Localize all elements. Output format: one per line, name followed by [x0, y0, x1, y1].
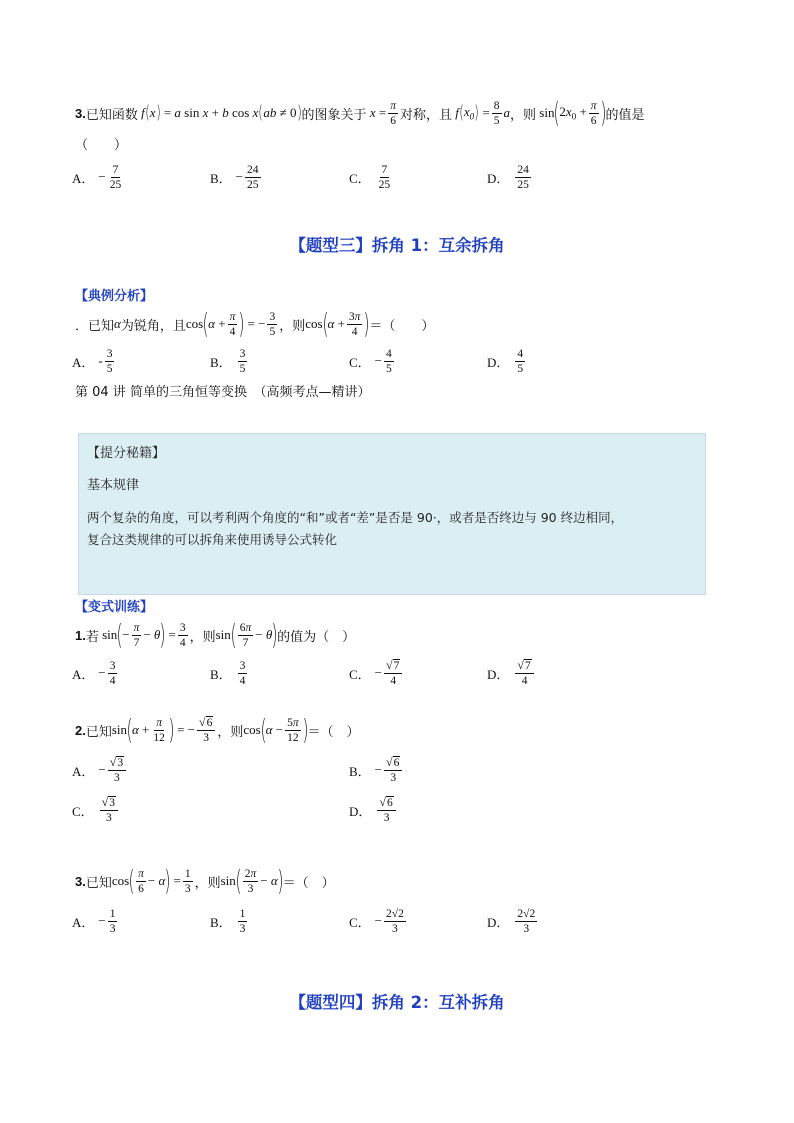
tips-line-1: 两个复杂的角度，可以考利两个角度的“和”或者“差”是否是 90·，或者是否终边与 90 终边相同，: [87, 510, 624, 525]
option-d[interactable]: [487, 658, 536, 688]
option-fraction: $\frac{7}{25}$: [378, 163, 391, 191]
paren: (: [553, 96, 560, 129]
option-b[interactable]: [210, 658, 249, 688]
math-theta: − θ: [255, 627, 273, 642]
option-label: B．: [210, 354, 232, 370]
option-d[interactable]: [487, 906, 539, 936]
option-label: D．: [487, 354, 510, 370]
option-label: A．: [72, 763, 95, 779]
fraction: $\frac{\pi}{4}$: [229, 310, 236, 338]
option-sign: −: [98, 762, 106, 777]
math-arg: α +: [208, 316, 226, 331]
stem-text: 的值是: [605, 107, 645, 123]
paren: ): [271, 618, 278, 651]
fraction: $\frac{6\pi}{7}$: [239, 621, 252, 649]
math-theta: − θ: [143, 627, 161, 642]
option-fraction: $\frac{24}{25}$: [517, 163, 529, 191]
fraction: $\frac{\pi}{6}$: [390, 99, 396, 127]
paren: (: [126, 713, 133, 746]
fraction: $\frac{2\pi}{3}$: [244, 867, 257, 895]
section-heading-3: 【题型三】拆角 1：互余拆角: [289, 236, 505, 255]
q3-top-stem: [75, 98, 645, 128]
option-fraction: $\frac{7}{25}$: [109, 163, 122, 191]
math-sin: sin: [98, 627, 118, 642]
option-fraction: $\frac{1}{3}$: [239, 907, 246, 935]
option-fraction: $\frac{2√2}{3}$: [517, 907, 536, 935]
math-minus: −: [122, 627, 130, 642]
math-cos: cos: [111, 873, 130, 888]
paren: (: [459, 102, 464, 123]
lecture-title: 第 04 讲 简单的三角恒等变换 （高频考点—精讲）: [75, 385, 371, 400]
stem-text: 若: [85, 629, 99, 645]
math-arg: − α: [147, 873, 166, 888]
option-sign: −: [374, 762, 383, 777]
example-label: 【典例分析】: [75, 289, 154, 304]
fraction: $\frac{3\pi}{4}$: [348, 310, 361, 338]
option-fraction: $\frac{24}{25}$: [247, 163, 259, 191]
paren: (: [116, 618, 123, 651]
stem-text: ，则: [189, 629, 216, 645]
option-sign: −: [235, 169, 244, 184]
option-fraction: $\frac{3}{5}$: [106, 347, 113, 375]
paren: (: [260, 713, 267, 746]
option-a[interactable]: [72, 346, 116, 376]
option-d[interactable]: [487, 346, 527, 376]
fraction: $\frac{8}{5}$: [493, 99, 500, 127]
fraction: $\frac{\pi}{12}$: [153, 716, 165, 744]
option-c[interactable]: [72, 795, 120, 825]
question-number: 1.: [75, 627, 86, 643]
option-d[interactable]: [487, 162, 533, 192]
option-sign: −: [98, 665, 106, 680]
stem-text: 已知: [85, 724, 112, 740]
tips-box: [78, 433, 706, 595]
option-label: A．: [72, 914, 95, 930]
math-f: f: [137, 105, 145, 120]
option-c[interactable]: [349, 658, 404, 688]
option-label: C．: [72, 803, 94, 819]
math-cond: ab ≠ 0: [263, 105, 297, 120]
option-label: D．: [487, 170, 510, 186]
practice-1-stem: [75, 620, 355, 650]
option-label: A．: [72, 354, 95, 370]
math-eq: = −: [244, 316, 266, 331]
math-eq: =: [479, 105, 490, 120]
sqrt-symbol: √ 7: [386, 658, 400, 672]
option-fraction: √ 3 3: [100, 796, 118, 824]
option-label: B．: [210, 666, 232, 682]
paren: ): [159, 618, 166, 651]
option-sign: −: [374, 913, 383, 928]
option-sign: −: [98, 169, 106, 184]
option-fraction: √ 6 3: [377, 796, 395, 824]
option-a[interactable]: [72, 658, 119, 688]
math-arg: − α: [260, 873, 278, 888]
option-label: C．: [349, 354, 371, 370]
paren: ): [155, 102, 161, 123]
option-fraction: √ 6 3: [384, 756, 402, 784]
option-sign: −: [374, 353, 383, 368]
math-a: a: [503, 105, 511, 120]
math-eq: =: [165, 627, 176, 642]
option-b[interactable]: [210, 346, 249, 376]
stem-text: ．已知: [75, 318, 115, 334]
math-x: x: [149, 105, 156, 120]
tips-title: 【提分秘籍】: [87, 446, 166, 461]
paren: ): [363, 307, 370, 340]
sqrt-symbol: √ 6: [379, 795, 393, 809]
math-x0: $x_0$: [463, 104, 475, 122]
paren: ): [474, 102, 479, 123]
fraction: $\frac{3}{4}$: [179, 621, 186, 649]
option-fraction: $\frac{3}{5}$: [239, 347, 246, 375]
paren: ): [164, 864, 171, 897]
option-fraction: √ 7 4: [384, 659, 402, 687]
math-arg: α +: [327, 316, 345, 331]
fraction: $\frac{5\pi}{12}$: [287, 716, 299, 744]
option-fraction: $\frac{2√2}{3}$: [386, 907, 404, 935]
option-fraction: $\frac{4}{5}$: [386, 347, 392, 375]
option-d[interactable]: [349, 795, 398, 825]
option-label: D．: [349, 803, 372, 819]
option-label: C．: [349, 170, 371, 186]
option-fraction: $\frac{3}{4}$: [239, 659, 246, 687]
stem-text: ＝（ ）: [369, 318, 435, 334]
paren: ): [302, 713, 309, 746]
paren: (: [128, 864, 135, 897]
stem-text: ，则: [279, 318, 306, 334]
option-fraction: √ 7 4: [515, 659, 533, 687]
stem-text: ＝（ ）: [307, 724, 360, 740]
math-f: f: [451, 105, 459, 120]
option-c[interactable]: [349, 162, 394, 192]
paren: (: [322, 307, 329, 340]
option-label: B．: [210, 170, 232, 186]
stem-text: 的值为（ ）: [277, 629, 356, 645]
section-heading-4: 【题型四】拆角 2：互补拆角: [289, 993, 505, 1012]
paren: ): [600, 96, 607, 129]
stem-text: 的图象关于: [301, 107, 367, 123]
stem-text: ，则: [217, 724, 244, 740]
math-arg: $2x_0$ +: [559, 104, 587, 122]
math-sin: sin: [220, 873, 236, 888]
paren: ): [168, 713, 175, 746]
math-alpha: α: [114, 316, 121, 331]
sqrt-symbol: √ 3: [109, 755, 124, 769]
math-arg: α −: [265, 722, 284, 737]
stem-text: ，则: [510, 107, 537, 123]
stem-text: ，则: [194, 875, 221, 891]
option-a[interactable]: [72, 755, 128, 785]
option-b[interactable]: [210, 162, 263, 192]
option-fraction: $\frac{4}{5}$: [517, 347, 524, 375]
tips-subtitle: 基本规律: [87, 478, 140, 493]
sqrt-symbol: √ 7: [517, 658, 531, 672]
fraction: $\frac{\pi}{7}$: [133, 621, 140, 649]
option-label: A．: [72, 666, 95, 682]
practice-3-stem: [75, 866, 335, 896]
option-label: B．: [210, 914, 232, 930]
practice-2-stem: [75, 715, 360, 745]
fraction: $\frac{\pi}{6}$: [590, 99, 597, 127]
fraction: √ 6 3: [197, 716, 215, 744]
paren: ): [296, 102, 302, 123]
option-a[interactable]: [72, 162, 125, 192]
option-label: D．: [487, 914, 510, 930]
math-cos: cos: [305, 316, 323, 331]
option-fraction: $\frac{1}{3}$: [109, 907, 116, 935]
option-fraction: $\frac{3}{4}$: [109, 659, 116, 687]
stem-text: 为锐角，且: [120, 318, 186, 334]
option-c[interactable]: [349, 906, 408, 936]
paren: (: [144, 102, 150, 123]
option-a[interactable]: [72, 906, 119, 936]
question-number: 2.: [75, 722, 86, 738]
practice-label: 【变式训练】: [75, 600, 154, 615]
math-sin: sin: [111, 722, 128, 737]
stem-text: 已知函数: [85, 107, 138, 123]
math-expr: = a sin x + b cos x: [160, 105, 259, 120]
fraction: $\frac{\pi}{6}$: [138, 867, 144, 895]
math-sin: sin: [215, 627, 231, 642]
option-sign: -: [98, 353, 103, 368]
math-cos: cos: [243, 722, 261, 737]
option-label: D．: [487, 666, 510, 682]
stem-text: ＝（ ）: [282, 875, 335, 891]
option-label: C．: [349, 914, 371, 930]
sqrt-symbol: √ 6: [386, 755, 400, 769]
stem-text: 已知: [85, 875, 112, 891]
math-cos: cos: [185, 316, 204, 331]
paren: (: [258, 102, 264, 123]
option-sign: −: [98, 913, 106, 928]
option-label: A．: [72, 170, 95, 186]
option-b[interactable]: [210, 906, 249, 936]
question-number: 3.: [75, 105, 86, 121]
example-stem: [75, 309, 434, 339]
option-b[interactable]: [349, 755, 404, 785]
paren: ): [277, 864, 284, 897]
math-arg: α +: [131, 722, 150, 737]
stem-text: 对称，且: [399, 107, 452, 123]
paren: ): [238, 307, 245, 340]
tips-line-2: 复合这类规律的可以拆角来使用诱导公式转化: [87, 532, 338, 547]
fraction: $\frac{1}{3}$: [184, 867, 191, 895]
option-label: C．: [349, 666, 371, 682]
option-fraction: √ 3 3: [108, 756, 126, 784]
fraction: $\frac{3}{5}$: [269, 310, 276, 338]
paren: (: [235, 864, 242, 897]
math-eq: =: [170, 873, 181, 888]
sqrt-symbol: √ 3: [101, 795, 116, 809]
math-eq: = −: [173, 722, 195, 737]
math-sin: sin: [536, 105, 555, 120]
paren: (: [230, 618, 237, 651]
answer-paren: （ ）: [75, 138, 128, 153]
question-number: 3.: [75, 873, 86, 889]
option-c[interactable]: [349, 346, 396, 376]
option-sign: −: [374, 665, 383, 680]
paren: (: [202, 307, 209, 340]
option-label: B．: [349, 763, 371, 779]
math-x-eq: x =: [369, 105, 387, 120]
